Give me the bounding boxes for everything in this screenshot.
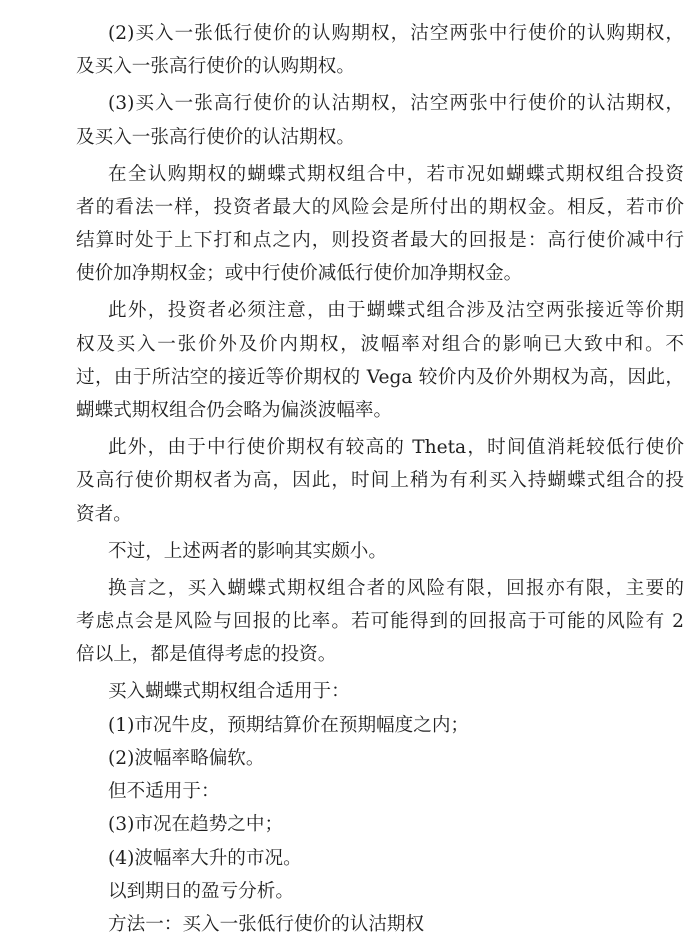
text-line: (3)买入一张高行使价的认沽期权，沽空两张中行使价的认沽期权， <box>108 93 684 115</box>
text-line: 以到期日的盈亏分析。 <box>108 880 294 902</box>
text-line: (2)买入一张低行使价的认购期权，沽空两张中行使价的认购期权， <box>108 23 684 44</box>
text-line: 考虑点会是风险与回报的比率。若可能得到的回报高于可能的风险有 2 <box>76 610 684 632</box>
text-line: 过，由于所沽空的接近等价期权的 Vega 较价内及价外期权为高，因此， <box>76 366 684 388</box>
text-line: 在全认购期权的蝴蝶式期权组合中，若市况如蝴蝶式期权组合投资 <box>108 163 684 185</box>
text-line: 蝴蝶式期权组合仍会略为偏淡波幅率。 <box>76 400 393 422</box>
list-item: (1)市况牛皮，预期结算价在预期幅度之内； <box>108 714 470 736</box>
text-line: 及高行使价期权者为高，因此，时间上稍为有利买入持蝴蝶式组合的投 <box>76 470 684 492</box>
section-heading: 方法一：买入一张低行使价的认沽期权 <box>108 914 425 935</box>
text-line: 此外，由于中行使价期权有较高的 Theta，时间值消耗较低行使价 <box>108 437 684 459</box>
text-line: 资者。 <box>76 503 132 525</box>
text-line: 及买入一张高行使价的认沽期权。 <box>76 126 355 148</box>
text-line: 换言之，买入蝴蝶式期权组合者的风险有限，回报亦有限，主要的 <box>108 577 684 599</box>
text-line: 者的看法一样，投资者最大的风险会是所付出的期权金。相反，若市价 <box>76 196 684 218</box>
text-line: 倍以上，都是值得考虑的投资。 <box>76 644 337 666</box>
list-item: (3)市况在趋势之中； <box>108 814 284 836</box>
text-line: 及买入一张高行使价的认购期权。 <box>76 56 355 78</box>
text-line: 买入蝴蝶式期权组合适用于： <box>108 681 350 703</box>
text-line: 使价加净期权金；或中行使价减低行使价加净期权金。 <box>76 263 523 285</box>
text-line: 不过，上述两者的影响其实颇小。 <box>108 540 387 562</box>
list-item: (2)波幅率略偏软。 <box>108 747 265 769</box>
text-line: 结算时处于上下打和点之内，则投资者最大的回报是：高行使价减中行 <box>76 230 684 252</box>
list-item: (4)波幅率大升的市况。 <box>108 847 302 869</box>
text-line: 此外，投资者必须注意，由于蝴蝶式组合涉及沽空两张接近等价期 <box>108 300 684 322</box>
text-line: 但不适用于： <box>108 781 220 802</box>
text-line: 权及买入一张价外及价内期权，波幅率对组合的影响已大致中和。不 <box>76 333 684 355</box>
